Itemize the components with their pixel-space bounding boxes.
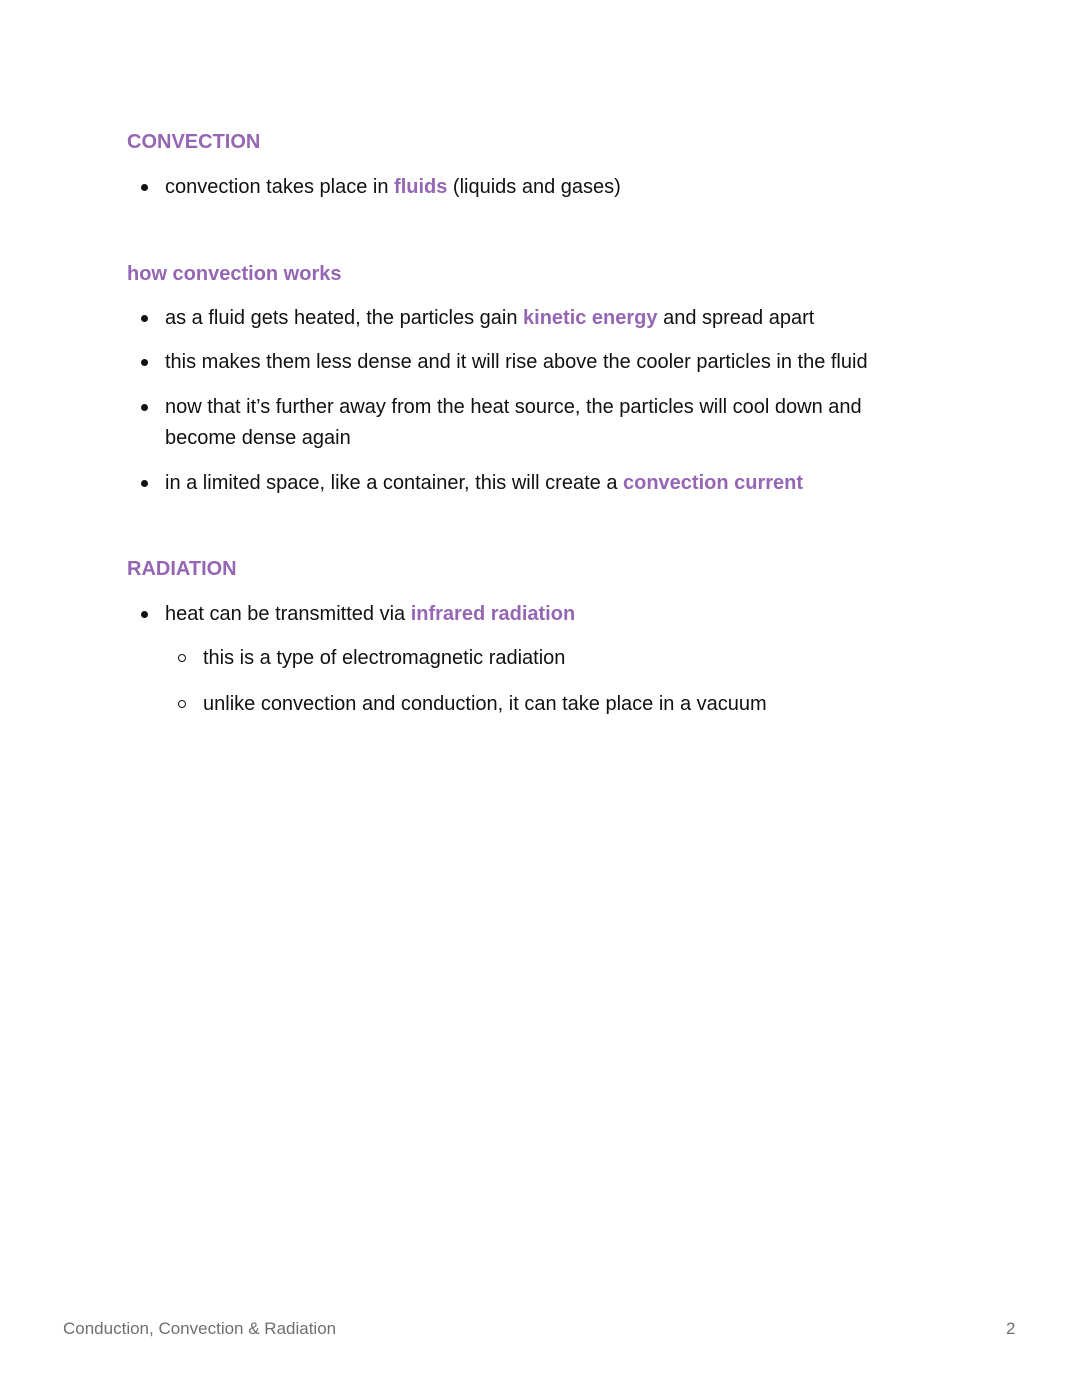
sub-list-item-electromagnetic: this is a type of electromagnetic radiation — [203, 647, 566, 669]
sub-list-item-vacuum: unlike convection and conduction, it can take place in a vacuum — [203, 693, 767, 715]
list-item-cool-down-line1: now that it’s further away from the heat source, the particles will cool down and — [165, 396, 862, 418]
bullet-icon — [141, 315, 148, 322]
highlight-term-fluids: fluids — [394, 176, 448, 198]
list-item-convection-current — [165, 467, 803, 499]
bullet-icon — [141, 404, 148, 411]
page-number: 2 — [1006, 1319, 1016, 1338]
footer-title: Conduction, Convection & Radiation — [63, 1319, 337, 1338]
list-item-convection-fluids — [165, 171, 621, 203]
bullet-icon — [141, 359, 148, 366]
highlight-term-kinetic-energy: kinetic energy — [523, 307, 658, 329]
list-item-text: and spread apart — [657, 307, 815, 329]
section-heading-radiation: RADIATION — [127, 558, 237, 580]
list-item-text: (liquids and gases) — [447, 176, 621, 198]
list-item-cool-down-line2: become dense again — [165, 427, 351, 449]
list-item-infrared-radiation — [165, 598, 575, 630]
bullet-icon — [141, 611, 148, 618]
list-item-text: in a limited space, like a container, this will create a — [165, 472, 623, 494]
bullet-icon — [141, 480, 148, 487]
highlight-term-convection-current: convection current — [623, 472, 804, 494]
bullet-icon — [141, 184, 148, 191]
section-heading-convection: CONVECTION — [127, 131, 261, 153]
list-item-text: as a fluid gets heated, the particles gain — [165, 307, 524, 329]
hollow-bullet-icon — [178, 654, 186, 662]
hollow-bullet-icon — [178, 700, 186, 708]
list-item-less-dense: this makes them less dense and it will rise above the cooler particles in the fluid — [165, 351, 868, 373]
list-item-text: convection takes place in — [165, 176, 395, 198]
highlight-term-infrared-radiation: infrared radiation — [410, 603, 576, 625]
list-item-text: heat can be transmitted via — [165, 603, 411, 625]
section-heading-how-convection-works: how convection works — [127, 263, 342, 285]
list-item-kinetic-energy — [165, 302, 814, 334]
